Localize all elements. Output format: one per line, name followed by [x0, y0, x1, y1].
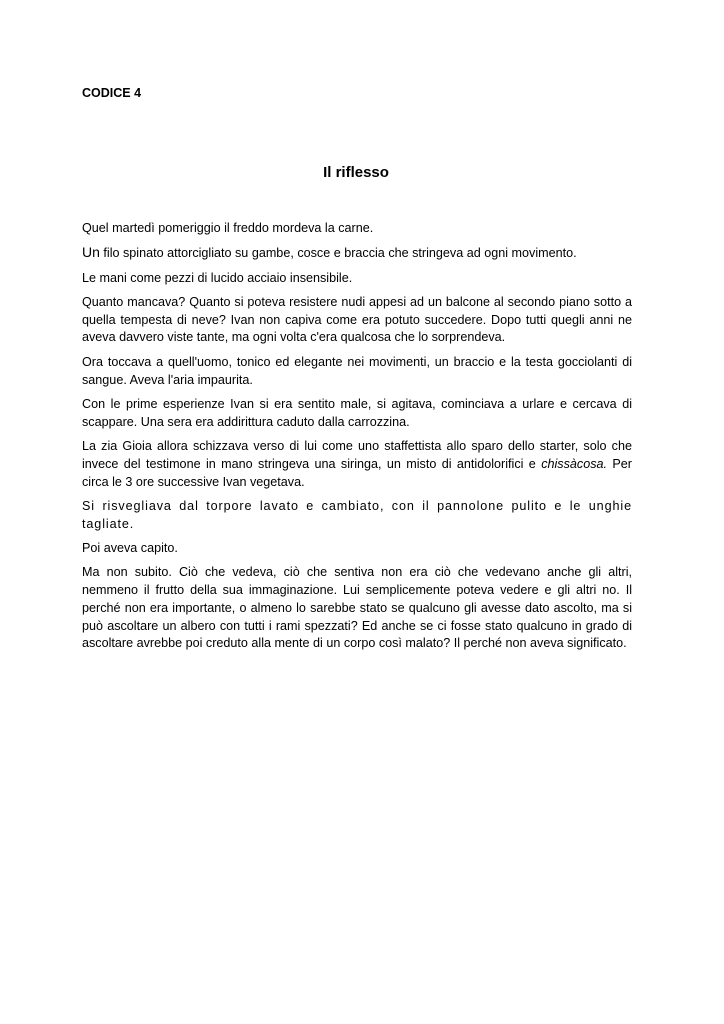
paragraph-1: Quel martedì pomeriggio il freddo mordeva la carne.	[82, 221, 374, 235]
page-title: Il riflesso	[323, 164, 389, 181]
paragraph-7-text: La zia Gioia allora schizzava verso di lui come uno staffettista allo sparo dello starter, solo che invece del testimone in mano stringeva una siringa, un misto di antidolorifici e	[82, 438, 632, 471]
paragraph-4: Quanto mancava? Quanto si poteva resistere nudi appesi ad un balcone al secondo piano sotto a quella tempesta di neve? Ivan non capiva come era potuto succedere. Dopo tutti quegli anni ne aveva davvero viste tante, ma ogni volta c'era qualcosa che lo sorprendeva.	[82, 294, 632, 345]
code-label: CODICE 4	[82, 86, 142, 100]
paragraph-7	[82, 438, 632, 491]
paragraph-9: Poi aveva capito.	[82, 540, 178, 555]
paragraph-10: Ma non subito. Ciò che vedeva, ciò che sentiva non era ciò che vedevano anche gli altri, nemmeno il frutto della sua immaginazione. Lui semplicemente poteva vedere e gli altri no. Il perché non era importante, o almeno lo sarebbe stato se qualcuno gli avesse dato ascolto, ma si può ascoltare un albero con tutti i rami spezzati? Ed anche se ci fosse stato qualcuno in grado di ascoltare avrebbe poi creduto alla mente di un corpo così malato? Il perché non aveva significato.	[82, 565, 632, 651]
paragraph-3: Le mani come pezzi di lucido acciaio insensibile.	[82, 270, 353, 285]
paragraph-2	[82, 244, 632, 263]
paragraph-7-tail: Per circa le 3 ore successive Ivan vegetava.	[82, 456, 633, 489]
paragraph-6: Con le prime esperienze Ivan si era sentito male, si agitava, cominciava a urlare e cercava di scappare. Una sera era addirittura caduto dalla carrozzina.	[82, 396, 632, 429]
paragraph-8: Si risvegliava dal torpore lavato e cambiato, con il pannolone pulito e le unghie tagliate.	[82, 498, 632, 531]
paragraph-2-text: filo spinato attorcigliato su gambe, cosce e braccia che stringeva ad ogni movimento.	[103, 246, 577, 261]
paragraph-7-italic: chissàcosa.	[541, 456, 608, 471]
story-body	[82, 220, 632, 660]
paragraph-2-first-word: Un	[82, 244, 100, 261]
paragraph-5: Ora toccava a quell'uomo, tonico ed elegante nei movimenti, un braccio e la testa gocciolanti di sangue. Aveva l'aria impaurita.	[82, 354, 632, 387]
